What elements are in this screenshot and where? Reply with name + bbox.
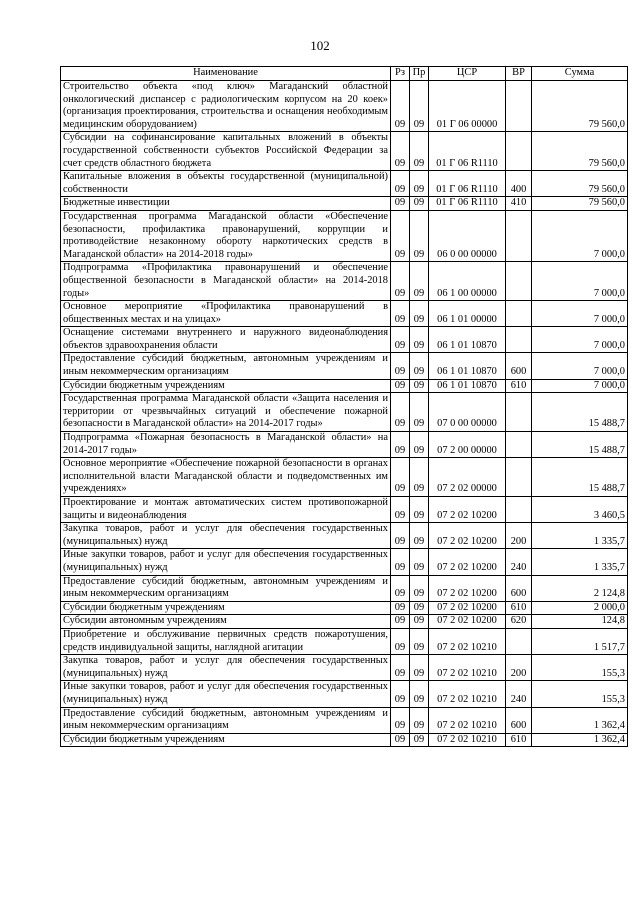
cell-sum: 7 000,0 <box>532 327 628 353</box>
cell-vr <box>506 497 532 523</box>
cell-pr: 09 <box>410 197 429 211</box>
header-vr: ВР <box>506 67 532 81</box>
cell-vr: 610 <box>506 379 532 393</box>
header-pr: Пр <box>410 67 429 81</box>
cell-pr: 09 <box>410 210 429 261</box>
table-row <box>61 393 628 432</box>
cell-rz: 09 <box>391 601 410 615</box>
cell-csr: 06 1 01 10870 <box>429 327 506 353</box>
cell-rz: 09 <box>391 132 410 171</box>
cell-pr: 09 <box>410 379 429 393</box>
table-row <box>61 379 628 393</box>
cell-pr: 09 <box>410 575 429 601</box>
cell-name: Бюджетные инвестиции <box>61 197 391 211</box>
header-name: Наименование <box>61 67 391 81</box>
cell-csr: 01 Г 06 00000 <box>429 81 506 132</box>
cell-vr <box>506 301 532 327</box>
cell-vr: 240 <box>506 549 532 575</box>
table-row <box>61 81 628 132</box>
cell-pr: 09 <box>410 707 429 733</box>
cell-sum: 1 362,4 <box>532 733 628 747</box>
cell-vr: 610 <box>506 601 532 615</box>
cell-csr: 07 0 00 00000 <box>429 393 506 432</box>
cell-rz: 09 <box>391 549 410 575</box>
cell-pr: 09 <box>410 497 429 523</box>
cell-rz: 09 <box>391 81 410 132</box>
cell-sum: 15 488,7 <box>532 458 628 497</box>
cell-csr: 06 1 00 00000 <box>429 262 506 301</box>
header-rz: Рз <box>391 67 410 81</box>
cell-csr: 01 Г 06 R1110 <box>429 171 506 197</box>
cell-name: Государственная программа Магаданской области «Защита населения и территории от чрезвычайных ситуаций и обеспечение пожарной безопасности в Магаданской области» на 2014-2017 годы» <box>61 393 391 432</box>
cell-csr: 07 2 02 10200 <box>429 601 506 615</box>
cell-csr: 07 2 02 10210 <box>429 681 506 707</box>
cell-csr: 06 1 01 10870 <box>429 379 506 393</box>
cell-rz: 09 <box>391 379 410 393</box>
cell-name: Иные закупки товаров, работ и услуг для обеспечения государственных (муниципальных) нужд <box>61 681 391 707</box>
cell-pr: 09 <box>410 628 429 654</box>
cell-csr: 07 2 02 10200 <box>429 575 506 601</box>
cell-pr: 09 <box>410 262 429 301</box>
cell-rz: 09 <box>391 655 410 681</box>
cell-vr <box>506 210 532 261</box>
cell-pr: 09 <box>410 393 429 432</box>
cell-sum: 7 000,0 <box>532 210 628 261</box>
page-number: 102 <box>310 38 330 53</box>
cell-sum: 1 362,4 <box>532 707 628 733</box>
cell-csr: 07 2 02 10210 <box>429 628 506 654</box>
table-row <box>61 707 628 733</box>
cell-name: Основное мероприятие «Профилактика правонарушений в общественных местах и на улицах» <box>61 301 391 327</box>
cell-rz: 09 <box>391 197 410 211</box>
cell-rz: 09 <box>391 262 410 301</box>
cell-rz: 09 <box>391 628 410 654</box>
cell-sum: 155,3 <box>532 655 628 681</box>
cell-vr: 410 <box>506 197 532 211</box>
cell-rz: 09 <box>391 458 410 497</box>
cell-pr: 09 <box>410 301 429 327</box>
cell-pr: 09 <box>410 681 429 707</box>
table-row <box>61 210 628 261</box>
cell-sum: 1 335,7 <box>532 549 628 575</box>
cell-name: Субсидии бюджетным учреждениям <box>61 379 391 393</box>
cell-name: Предоставление субсидий бюджетным, автономным учреждениям и иным некоммерческим организациям <box>61 707 391 733</box>
cell-sum: 79 560,0 <box>532 81 628 132</box>
cell-name: Строительство объекта «под ключ» Магаданский областной онкологический диспансер с радиологическим корпусом на 20 коек» (организация проектирования, строительства и оснащения необходимым медицинским оборудованием) <box>61 81 391 132</box>
cell-csr: 06 1 01 10870 <box>429 353 506 379</box>
cell-pr: 09 <box>410 81 429 132</box>
cell-sum: 7 000,0 <box>532 301 628 327</box>
cell-vr: 400 <box>506 171 532 197</box>
table-row <box>61 575 628 601</box>
cell-sum: 1 335,7 <box>532 523 628 549</box>
cell-sum: 7 000,0 <box>532 262 628 301</box>
cell-sum: 124,8 <box>532 615 628 629</box>
cell-vr: 610 <box>506 733 532 747</box>
cell-rz: 09 <box>391 171 410 197</box>
cell-name: Субсидии бюджетным учреждениям <box>61 601 391 615</box>
table-row <box>61 132 628 171</box>
cell-sum: 155,3 <box>532 681 628 707</box>
cell-rz: 09 <box>391 497 410 523</box>
table-row <box>61 327 628 353</box>
cell-rz: 09 <box>391 615 410 629</box>
cell-vr <box>506 628 532 654</box>
cell-pr: 09 <box>410 432 429 458</box>
table-row <box>61 432 628 458</box>
cell-vr <box>506 458 532 497</box>
cell-csr: 07 2 02 10200 <box>429 523 506 549</box>
cell-sum: 79 560,0 <box>532 197 628 211</box>
table-row <box>61 549 628 575</box>
cell-vr <box>506 327 532 353</box>
table-row <box>61 497 628 523</box>
cell-sum: 7 000,0 <box>532 379 628 393</box>
table-row <box>61 197 628 211</box>
table-row <box>61 301 628 327</box>
cell-name: Предоставление субсидий бюджетным, автономным учреждениям и иным некоммерческим организациям <box>61 353 391 379</box>
table-row <box>61 353 628 379</box>
cell-pr: 09 <box>410 327 429 353</box>
cell-name: Проектирование и монтаж автоматических систем противопожарной защиты и видеонаблюдения <box>61 497 391 523</box>
cell-rz: 09 <box>391 523 410 549</box>
cell-rz: 09 <box>391 301 410 327</box>
cell-name: Оснащение системами внутреннего и наружного видеонаблюдения объектов здравоохранения области <box>61 327 391 353</box>
cell-rz: 09 <box>391 707 410 733</box>
table-row <box>61 733 628 747</box>
cell-csr: 06 1 01 00000 <box>429 301 506 327</box>
cell-csr: 01 Г 06 R1110 <box>429 132 506 171</box>
table-row <box>61 628 628 654</box>
header-csr: ЦСР <box>429 67 506 81</box>
cell-csr: 07 2 02 10200 <box>429 549 506 575</box>
cell-vr: 240 <box>506 681 532 707</box>
table-row <box>61 655 628 681</box>
table-row <box>61 171 628 197</box>
cell-vr <box>506 132 532 171</box>
cell-name: Капитальные вложения в объекты государственной (муниципальной) собственности <box>61 171 391 197</box>
cell-pr: 09 <box>410 353 429 379</box>
cell-pr: 09 <box>410 601 429 615</box>
table-header-row <box>61 67 628 81</box>
cell-vr: 200 <box>506 655 532 681</box>
cell-sum: 79 560,0 <box>532 171 628 197</box>
cell-vr <box>506 262 532 301</box>
cell-sum: 79 560,0 <box>532 132 628 171</box>
cell-name: Подпрограмма «Пожарная безопасность в Магаданской области» на 2014-2017 годы» <box>61 432 391 458</box>
cell-name: Основное мероприятие «Обеспечение пожарной безопасности в органах исполнительной власти Магаданской области и подведомственных им учреждениях» <box>61 458 391 497</box>
cell-rz: 09 <box>391 353 410 379</box>
cell-vr: 200 <box>506 523 532 549</box>
cell-pr: 09 <box>410 549 429 575</box>
cell-csr: 07 2 02 10200 <box>429 615 506 629</box>
cell-sum: 2 000,0 <box>532 601 628 615</box>
cell-name: Предоставление субсидий бюджетным, автономным учреждениям и иным некоммерческим организациям <box>61 575 391 601</box>
cell-rz: 09 <box>391 210 410 261</box>
cell-sum: 15 488,7 <box>532 432 628 458</box>
cell-vr: 600 <box>506 575 532 601</box>
cell-vr <box>506 432 532 458</box>
header-sum: Сумма <box>532 67 628 81</box>
cell-rz: 09 <box>391 681 410 707</box>
cell-pr: 09 <box>410 523 429 549</box>
cell-pr: 09 <box>410 171 429 197</box>
table-row <box>61 601 628 615</box>
cell-vr: 600 <box>506 707 532 733</box>
cell-name: Закупка товаров, работ и услуг для обеспечения государственных (муниципальных) нужд <box>61 523 391 549</box>
cell-csr: 07 2 00 00000 <box>429 432 506 458</box>
cell-rz: 09 <box>391 393 410 432</box>
cell-rz: 09 <box>391 432 410 458</box>
cell-name: Приобретение и обслуживание первичных средств пожаротушения, средств индивидуальной защиты, наглядной агитации <box>61 628 391 654</box>
cell-sum: 7 000,0 <box>532 353 628 379</box>
cell-csr: 07 2 02 00000 <box>429 458 506 497</box>
cell-sum: 2 124,8 <box>532 575 628 601</box>
cell-name: Иные закупки товаров, работ и услуг для обеспечения государственных (муниципальных) нужд <box>61 549 391 575</box>
table-row <box>61 458 628 497</box>
cell-rz: 09 <box>391 733 410 747</box>
table-row <box>61 262 628 301</box>
cell-pr: 09 <box>410 458 429 497</box>
cell-name: Закупка товаров, работ и услуг для обеспечения государственных (муниципальных) нужд <box>61 655 391 681</box>
table-row <box>61 681 628 707</box>
cell-csr: 06 0 00 00000 <box>429 210 506 261</box>
cell-name: Субсидии бюджетным учреждениям <box>61 733 391 747</box>
cell-vr <box>506 393 532 432</box>
cell-name: Субсидии автономным учреждениям <box>61 615 391 629</box>
cell-csr: 01 Г 06 R1110 <box>429 197 506 211</box>
cell-rz: 09 <box>391 575 410 601</box>
cell-name: Государственная программа Магаданской области «Обеспечение безопасности, профилактика правонарушений, коррупции и противодействие незаконному обороту наркотических средств в Магаданской области» на 2014-2018 годы» <box>61 210 391 261</box>
cell-pr: 09 <box>410 615 429 629</box>
cell-sum: 1 517,7 <box>532 628 628 654</box>
budget-table <box>60 66 628 747</box>
cell-rz: 09 <box>391 327 410 353</box>
cell-name: Подпрограмма «Профилактика правонарушений и обеспечение общественной безопасности в Магаданской области» на 2014-2018 годы» <box>61 262 391 301</box>
cell-vr: 620 <box>506 615 532 629</box>
cell-csr: 07 2 02 10210 <box>429 707 506 733</box>
cell-csr: 07 2 02 10210 <box>429 655 506 681</box>
cell-pr: 09 <box>410 132 429 171</box>
cell-sum: 15 488,7 <box>532 393 628 432</box>
cell-pr: 09 <box>410 655 429 681</box>
cell-name: Субсидии на софинансирование капитальных вложений в объекты государственной собственности субъектов Российской Федерации за счет средств областного бюджета <box>61 132 391 171</box>
cell-vr: 600 <box>506 353 532 379</box>
cell-csr: 07 2 02 10200 <box>429 497 506 523</box>
table-row <box>61 615 628 629</box>
cell-pr: 09 <box>410 733 429 747</box>
cell-csr: 07 2 02 10210 <box>429 733 506 747</box>
cell-sum: 3 460,5 <box>532 497 628 523</box>
table-row <box>61 523 628 549</box>
cell-vr <box>506 81 532 132</box>
